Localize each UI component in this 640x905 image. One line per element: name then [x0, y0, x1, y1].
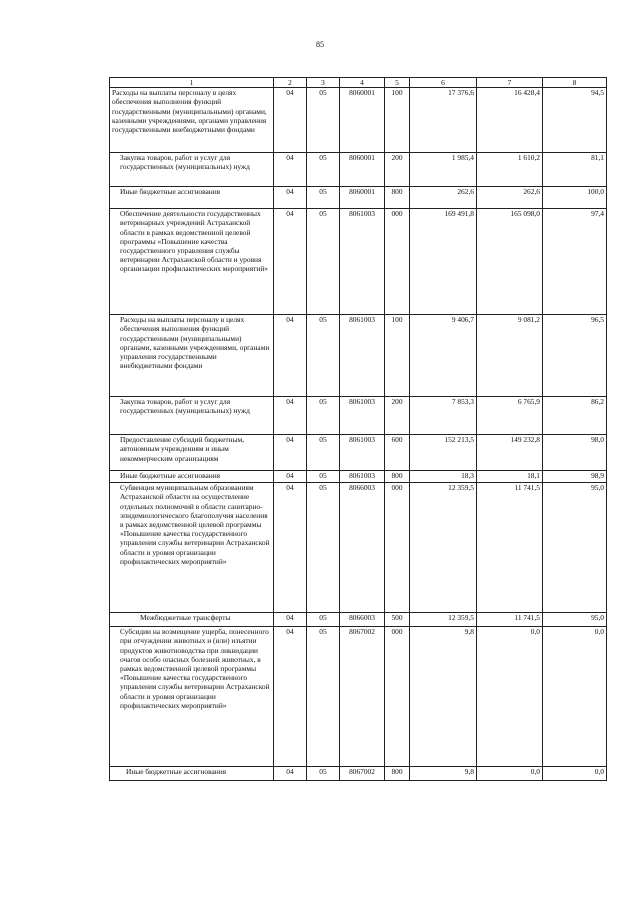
actual-amount: 9 081,2: [477, 315, 543, 397]
subsection-code: 05: [307, 209, 340, 315]
subsection-code: 05: [307, 767, 340, 781]
subsection-code: 05: [307, 613, 340, 627]
table-row: [110, 397, 607, 435]
execution-percent: 95,0: [543, 613, 607, 627]
execution-percent: 86,2: [543, 397, 607, 435]
expense-type-code: 200: [385, 397, 410, 435]
table-row: [110, 627, 607, 767]
expense-name: Расходы на выплаты персоналу в целях обеспечения выполнения функций государственными (муниципальными) органами, казенными учреждениями, органами управления государственными внебюджетными фондами: [110, 315, 274, 397]
expense-name: Субвенция муниципальным образованиям Астраханской области на осуществление отдельных полномочий в области санитарно-эпидемиологического благополучия населения в рамках ведомственной целевой программы «Повышение качества государственного управления службы ветеринарии Астраханской области и уровня организации профилактических мероприятий»: [110, 483, 274, 613]
section-code: 04: [274, 435, 307, 471]
actual-amount: 18,1: [477, 471, 543, 483]
expense-name: Расходы на выплаты персоналу в целях обеспечения выполнения функций государственными (муниципальными) органами, казенными учреждениями, органами управления государственными внебюджетными фондами: [110, 88, 274, 153]
actual-amount: 16 428,4: [477, 88, 543, 153]
target-article-code: 8066003: [340, 613, 385, 627]
column-header: 6: [410, 78, 477, 88]
planned-amount: 9,8: [410, 767, 477, 781]
column-header: 2: [274, 78, 307, 88]
section-code: 04: [274, 315, 307, 397]
expense-name: Предоставление субсидий бюджетным, автономным учреждениям и иным некоммерческим организациям: [110, 435, 274, 471]
subsection-code: 05: [307, 397, 340, 435]
table-row: [110, 471, 607, 483]
section-code: 04: [274, 767, 307, 781]
expense-type-code: 600: [385, 435, 410, 471]
section-code: 04: [274, 483, 307, 613]
planned-amount: 12 359,5: [410, 483, 477, 613]
execution-percent: 81,1: [543, 153, 607, 187]
expense-type-code: 200: [385, 153, 410, 187]
column-header: 5: [385, 78, 410, 88]
expense-name: Иные бюджетные ассигнования: [110, 767, 274, 781]
subsection-code: 05: [307, 483, 340, 613]
execution-percent: 0,0: [543, 627, 607, 767]
section-code: 04: [274, 627, 307, 767]
target-article-code: 8061003: [340, 471, 385, 483]
column-header: 7: [477, 78, 543, 88]
subsection-code: 05: [307, 88, 340, 153]
expense-type-code: 000: [385, 627, 410, 767]
target-article-code: 8060001: [340, 187, 385, 209]
section-code: 04: [274, 187, 307, 209]
expense-name: Закупка товаров, работ и услуг для государственных (муниципальных) нужд: [110, 153, 274, 187]
table-row: [110, 767, 607, 781]
planned-amount: 17 376,6: [410, 88, 477, 153]
target-article-code: 8060001: [340, 88, 385, 153]
table-row: [110, 153, 607, 187]
section-code: 04: [274, 209, 307, 315]
planned-amount: 12 359,5: [410, 613, 477, 627]
section-code: 04: [274, 397, 307, 435]
expense-type-code: 500: [385, 613, 410, 627]
target-article-code: 8067002: [340, 767, 385, 781]
target-article-code: 8066003: [340, 483, 385, 613]
table-row: [110, 483, 607, 613]
subsection-code: 05: [307, 153, 340, 187]
column-header: 1: [110, 78, 274, 88]
table-row: [110, 209, 607, 315]
execution-percent: 98,0: [543, 435, 607, 471]
planned-amount: 169 491,8: [410, 209, 477, 315]
target-article-code: 8060001: [340, 153, 385, 187]
expense-name: Обеспечение деятельности государственных ветеринарных учреждений Астраханской области в рамках ведомственной целевой программы «Повышение качества государственного управления службы ветеринарии Астраханской области и уровня организации профилактических мероприятий»: [110, 209, 274, 315]
subsection-code: 05: [307, 187, 340, 209]
target-article-code: 8061003: [340, 315, 385, 397]
expense-name: Закупка товаров, работ и услуг для государственных (муниципальных) нужд: [110, 397, 274, 435]
actual-amount: 0,0: [477, 627, 543, 767]
execution-percent: 94,5: [543, 88, 607, 153]
execution-percent: 98,9: [543, 471, 607, 483]
actual-amount: 6 765,9: [477, 397, 543, 435]
table-header-row: [110, 78, 607, 88]
actual-amount: 1 610,2: [477, 153, 543, 187]
subsection-code: 05: [307, 471, 340, 483]
execution-percent: 100,0: [543, 187, 607, 209]
expense-type-code: 000: [385, 209, 410, 315]
table-row: [110, 315, 607, 397]
planned-amount: 7 853,3: [410, 397, 477, 435]
target-article-code: 8061003: [340, 209, 385, 315]
actual-amount: 149 232,8: [477, 435, 543, 471]
expense-type-code: 800: [385, 471, 410, 483]
actual-amount: 0,0: [477, 767, 543, 781]
planned-amount: 9,8: [410, 627, 477, 767]
page-number: 85: [316, 40, 324, 49]
expense-type-code: 100: [385, 315, 410, 397]
expense-name: Иные бюджетные ассигнования: [110, 471, 274, 483]
execution-percent: 95,0: [543, 483, 607, 613]
target-article-code: 8061003: [340, 435, 385, 471]
expense-name: Иные бюджетные ассигнования: [110, 187, 274, 209]
execution-percent: 0,0: [543, 767, 607, 781]
section-code: 04: [274, 613, 307, 627]
column-header: 3: [307, 78, 340, 88]
actual-amount: 165 098,0: [477, 209, 543, 315]
actual-amount: 262,6: [477, 187, 543, 209]
planned-amount: 9 406,7: [410, 315, 477, 397]
expense-type-code: 800: [385, 767, 410, 781]
section-code: 04: [274, 88, 307, 153]
expense-name: Субсидии на возмещение ущерба, понесенного при отчуждении животных и (или) изъятии продуктов животноводства при ликвидации очагов особо опасных болезней животных, в рамках ведомственной целевой программы «Повышение качества государственного управления службы ветеринарии Астраханской области и уровня организации профилактических мероприятий»: [110, 627, 274, 767]
planned-amount: 18,3: [410, 471, 477, 483]
target-article-code: 8067002: [340, 627, 385, 767]
column-header: 4: [340, 78, 385, 88]
execution-percent: 96,5: [543, 315, 607, 397]
execution-percent: 97,4: [543, 209, 607, 315]
budget-table: [109, 77, 607, 781]
expense-type-code: 000: [385, 483, 410, 613]
target-article-code: 8061003: [340, 397, 385, 435]
expense-type-code: 800: [385, 187, 410, 209]
table-row: [110, 613, 607, 627]
table-row: [110, 187, 607, 209]
planned-amount: 152 213,5: [410, 435, 477, 471]
subsection-code: 05: [307, 627, 340, 767]
table-row: [110, 88, 607, 153]
actual-amount: 11 741,5: [477, 613, 543, 627]
subsection-code: 05: [307, 315, 340, 397]
table-row: [110, 435, 607, 471]
expense-name: Межбюджетные трансферты: [110, 613, 274, 627]
actual-amount: 11 741,5: [477, 483, 543, 613]
column-header: 8: [543, 78, 607, 88]
section-code: 04: [274, 471, 307, 483]
planned-amount: 1 985,4: [410, 153, 477, 187]
expense-type-code: 100: [385, 88, 410, 153]
subsection-code: 05: [307, 435, 340, 471]
planned-amount: 262,6: [410, 187, 477, 209]
section-code: 04: [274, 153, 307, 187]
